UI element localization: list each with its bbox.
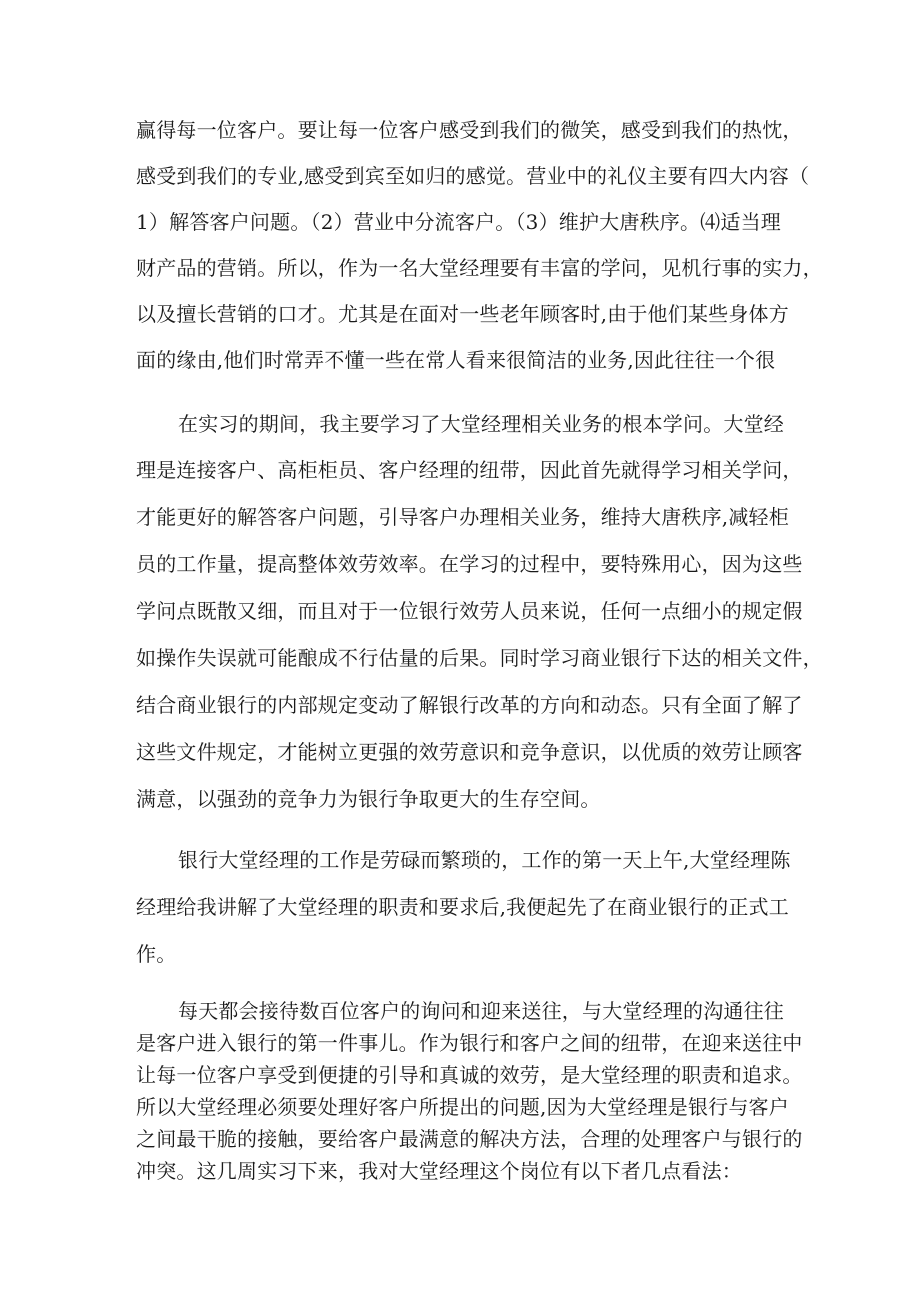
text-line: 这些文件规定，才能树立更强的效劳意识和竞争意识，以优质的效劳让顾客 — [136, 740, 803, 764]
text-line: 结合商业银行的内部规定变动了解银行改革的方向和动态。只有全面了解了 — [136, 693, 803, 717]
text-line: 是客户进入银行的第一件事儿。作为银行和客户之间的纽带，在迎来送往中 — [136, 1031, 803, 1055]
text-line: 面的缘由,他们时常弄不懂一些在常人看来很简洁的业务,因此往往一个很 — [136, 348, 776, 372]
text-line: 学问点既散又细，而且对于一位银行效劳人员来说，任何一点细小的规定假 — [136, 599, 803, 623]
text-line: 之间最干脆的接触，要给客户最满意的解决方法，合理的处理客户与银行的 — [136, 1127, 803, 1151]
text-line: 每天都会接待数百位客户的询问和迎来送往，与大堂经理的沟通往往 — [178, 999, 784, 1023]
text-line: 作。 — [136, 942, 177, 966]
text-line: 以及擅长营销的口才。尤其是在面对一些老年顾客时,由于他们某些身体方 — [136, 302, 789, 326]
text-line: 感受到我们的专业,感受到宾至如归的感觉。营业中的礼仪主要有四大内容（ — [136, 164, 810, 188]
text-line: 冲突。这几周实习下来，我对大堂经理这个岗位有以下者几点看法： — [136, 1159, 742, 1183]
text-line: 如操作失误就可能酿成不行估量的后果。同时学习商业银行下达的相关文件， — [136, 646, 823, 670]
text-line: 员的工作量，提高整体效劳效率。在学习的过程中，要特殊用心，因为这些 — [136, 552, 803, 576]
text-line: 经理给我讲解了大堂经理的职责和要求后,我便起先了在商业银行的正式工 — [136, 895, 789, 919]
text-line: 满意，以强劲的竞争力为银行争取更大的生存空间。 — [136, 787, 601, 811]
text-line: 才能更好的解答客户问题，引导客户办理相关业务，维持大唐秩序,减轻柜 — [136, 505, 789, 529]
text-line: 赢得每一位客户。要让每一位客户感受到我们的微笑，感受到我们的热忱， — [136, 118, 803, 142]
text-line: 财产品的营销。所以，作为一名大堂经理要有丰富的学问，见机行事的实力， — [136, 256, 823, 280]
text-line: 让每一位客户享受到便捷的引导和真诚的效劳，是大堂经理的职责和追求。 — [136, 1063, 803, 1087]
text-line: 在实习的期间，我主要学习了大堂经理相关业务的根本学问。大堂经 — [178, 412, 784, 436]
text-line: 银行大堂经理的工作是劳碌而繁琐的，工作的第一天上午,大堂经理陈 — [178, 848, 791, 872]
text-line: 所以大堂经理必须要处理好客户所提出的问题,因为大堂经理是银行与客户 — [136, 1095, 789, 1119]
text-line: 1）解答客户问题。（2）营业中分流客户。（3）维护大唐秩序。⑷适当理 — [136, 210, 781, 234]
text-line: 理是连接客户、高柜柜员、客户经理的纽带，因此首先就得学习相关学问， — [136, 458, 803, 482]
